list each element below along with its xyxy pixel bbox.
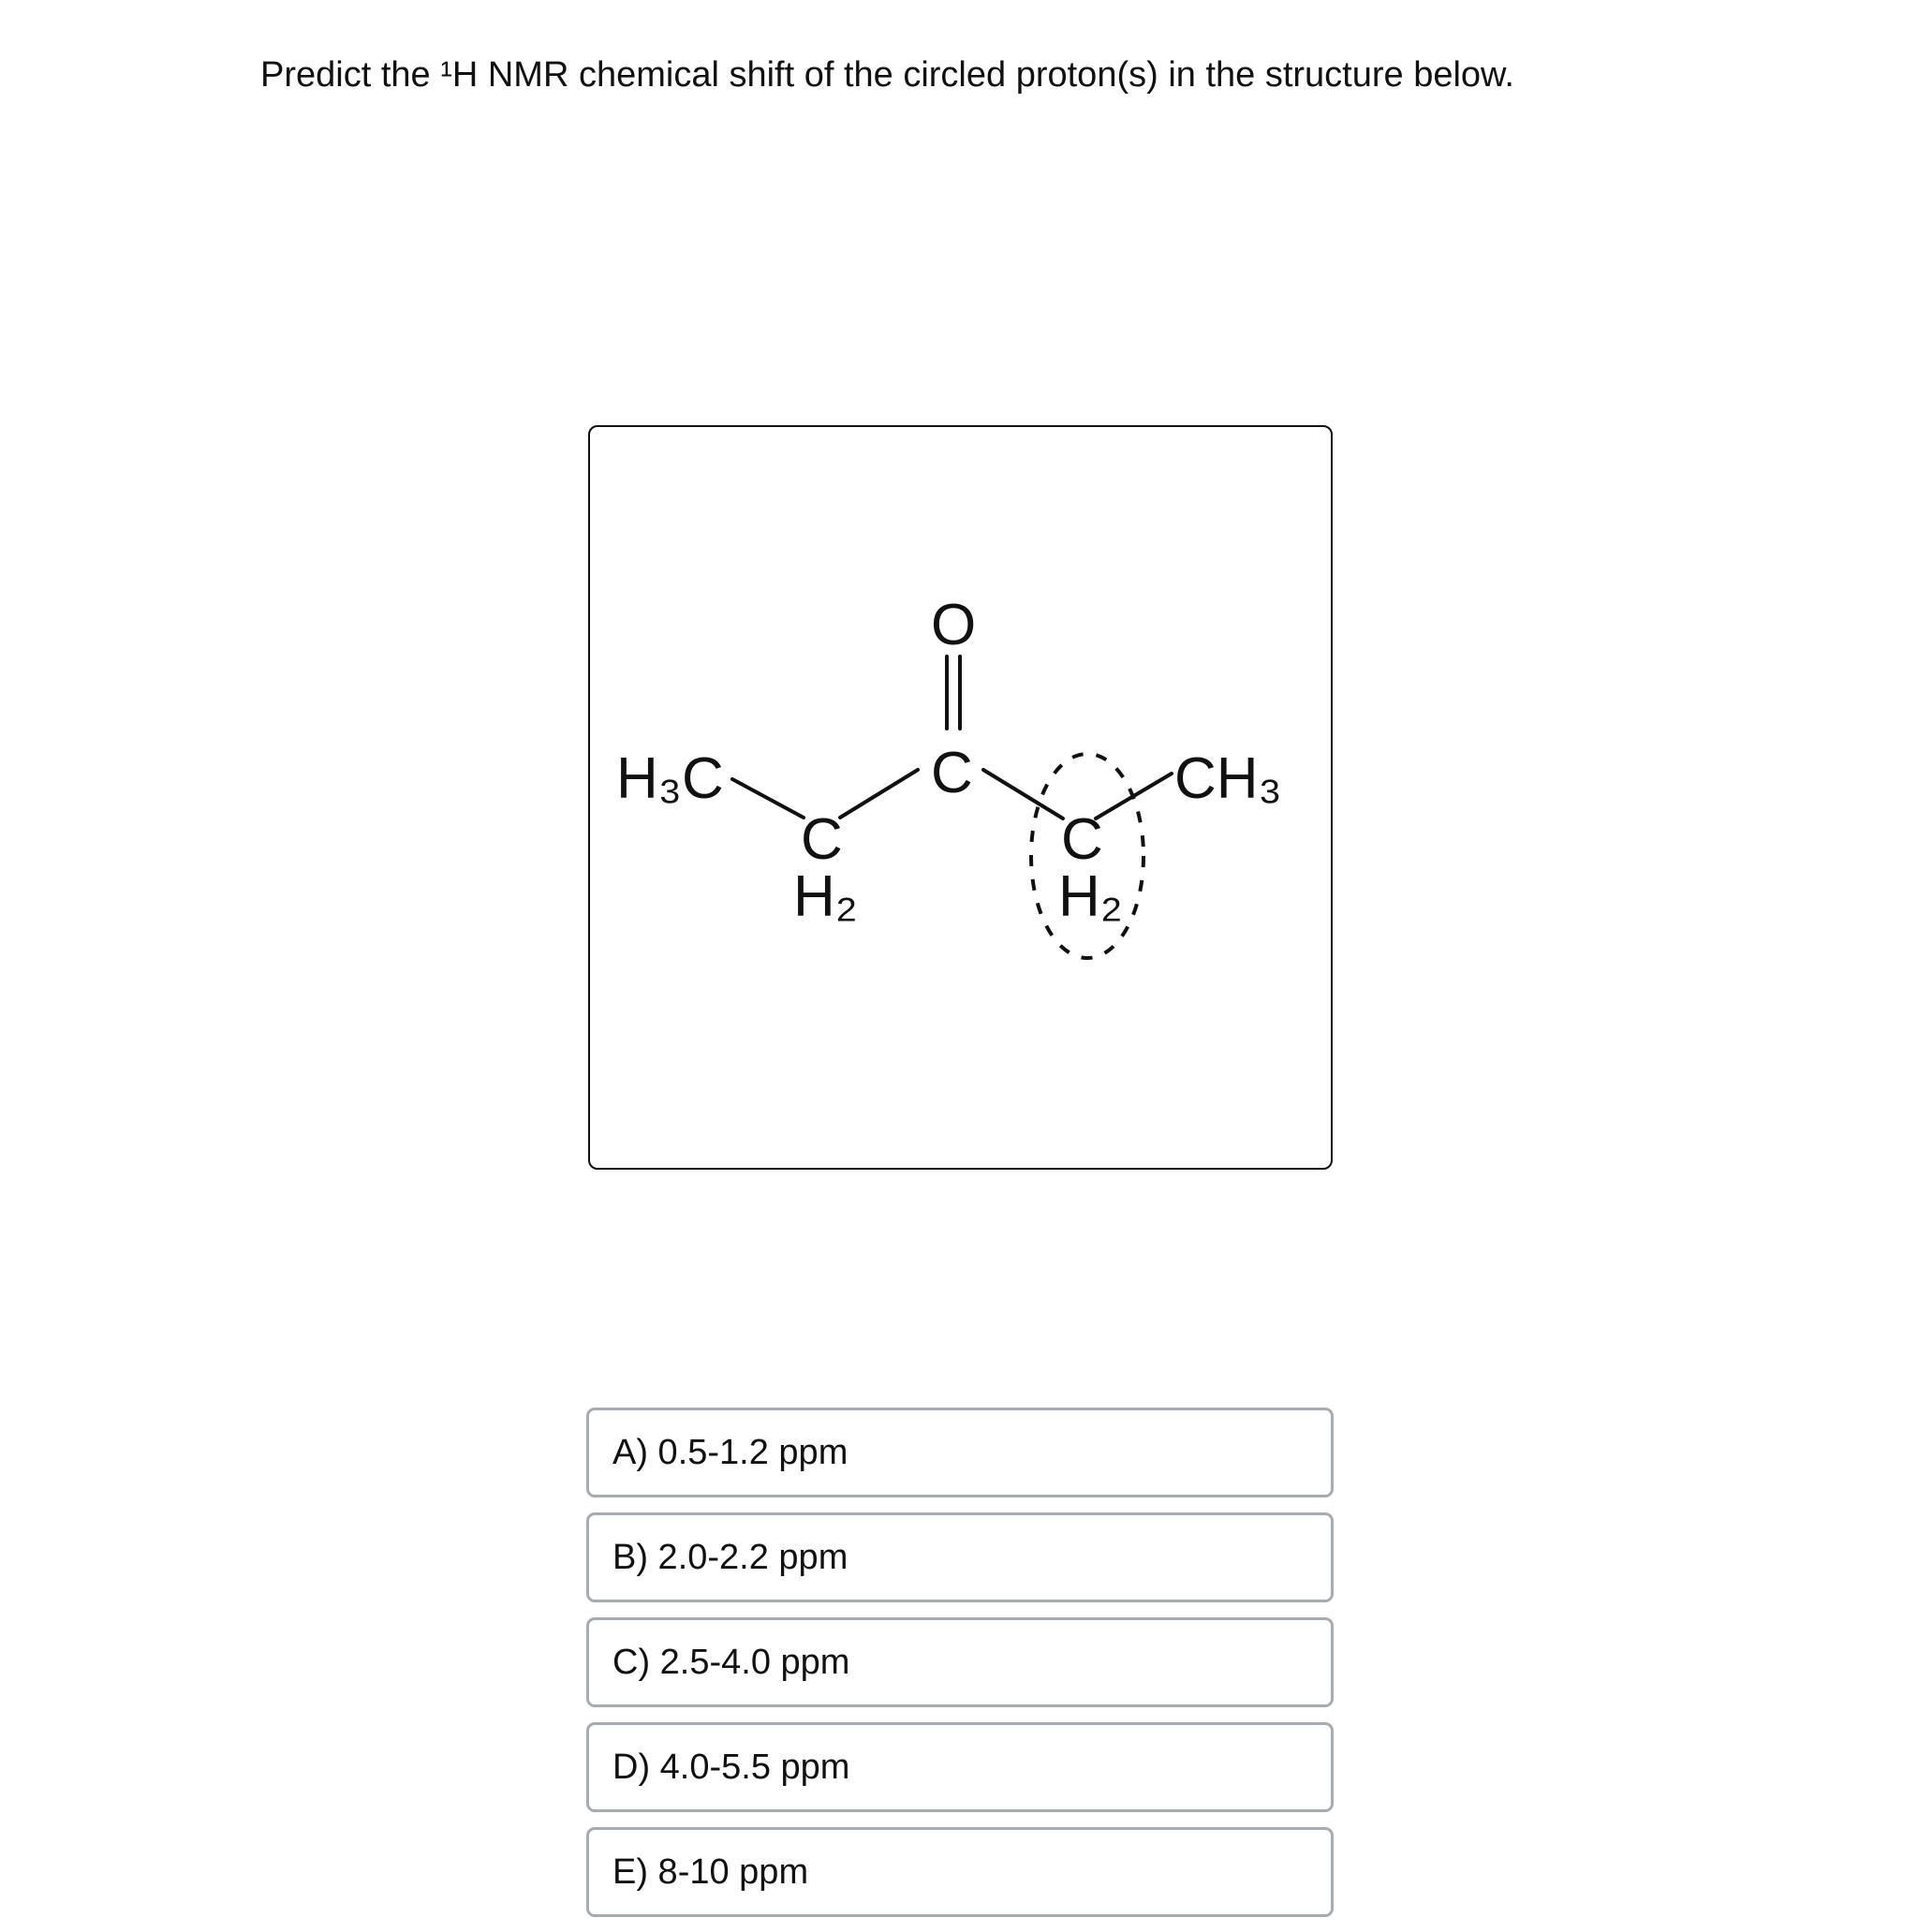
atom-left-methylene-c: C	[801, 807, 843, 872]
bond-carbonyl-ch2-right	[983, 770, 1063, 819]
choice-c[interactable]: C) 2.5-4.0 ppm	[586, 1617, 1334, 1707]
atom-left-methyl: H₃C	[616, 746, 724, 811]
atom-left-methylene-h: H₂	[793, 864, 858, 929]
choice-a[interactable]: A) 0.5-1.2 ppm	[586, 1408, 1334, 1497]
choice-b[interactable]: B) 2.0-2.2 ppm	[586, 1512, 1334, 1602]
atom-circled-methylene-c: C	[1061, 807, 1103, 872]
choice-e[interactable]: E) 8-10 ppm	[586, 1827, 1334, 1917]
structure-box	[588, 425, 1333, 1170]
bond-ch2-carbonyl	[840, 770, 918, 818]
atom-oxygen: O	[931, 593, 977, 657]
bond-ch3-ch2-left	[732, 779, 804, 818]
choice-d[interactable]: D) 4.0-5.5 ppm	[586, 1722, 1334, 1812]
atom-carbonyl-c: C	[931, 741, 973, 805]
atom-circled-methylene-h: H₂	[1058, 864, 1123, 929]
atom-right-methyl: CH₃	[1174, 746, 1282, 811]
answer-choices	[586, 1408, 1334, 1932]
molecule-structure	[590, 427, 1331, 1168]
question-text: Predict the ¹H NMR chemical shift of the circled proton(s) in the structure below.	[260, 55, 1514, 95]
